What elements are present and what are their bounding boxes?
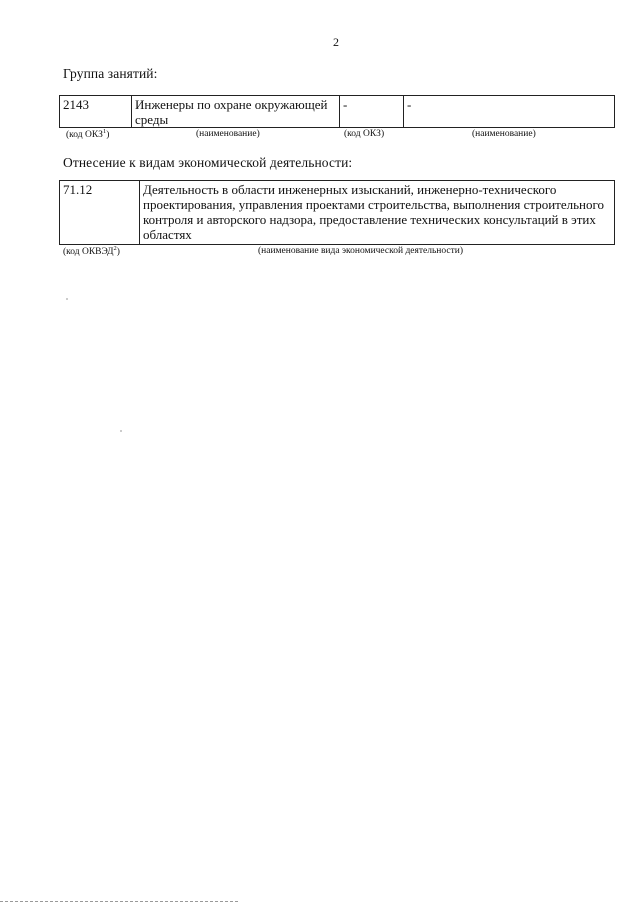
okz-name2-cell: -: [404, 96, 615, 128]
scan-edge-artifact: [0, 901, 238, 902]
scan-artifact: [120, 430, 122, 432]
table-row: [60, 181, 615, 245]
okved-name-cell: Деятельность в области инженерных изысканий, инженерно-технического проектирования, управления проектами строительства, выполнения строительного контроля и авторского надзора, предоставление технических консультаций в этих областях: [140, 181, 615, 245]
occupation-group-table: [59, 95, 615, 128]
economic-activity-table: [59, 180, 615, 245]
scan-artifact: [66, 298, 68, 300]
okz-name-caption: (наименование): [196, 129, 260, 139]
okz-code2-cell: -: [340, 96, 404, 128]
okved-name-caption: (наименование вида экономической деятельности): [258, 246, 463, 256]
okz-name2-caption: (наименование): [472, 129, 536, 139]
okz-code2-caption: (код ОКЗ): [344, 129, 385, 139]
page-number: 2: [333, 35, 339, 49]
okz-code-cell: 2143: [60, 96, 132, 128]
table-row: [60, 96, 615, 128]
okved-code-caption: (код ОКВЭД$^2$): [63, 245, 120, 257]
economic-activity-heading: Отнесение к видам экономической деятельности:: [63, 155, 353, 170]
occupation-group-heading: Группа занятий:: [63, 66, 158, 81]
okz-name-cell: Инженеры по охране окружающей среды: [132, 96, 340, 128]
okz-code-caption: (код ОКЗ$^1$): [66, 128, 110, 140]
okved-code-cell: 71.12: [60, 181, 140, 245]
